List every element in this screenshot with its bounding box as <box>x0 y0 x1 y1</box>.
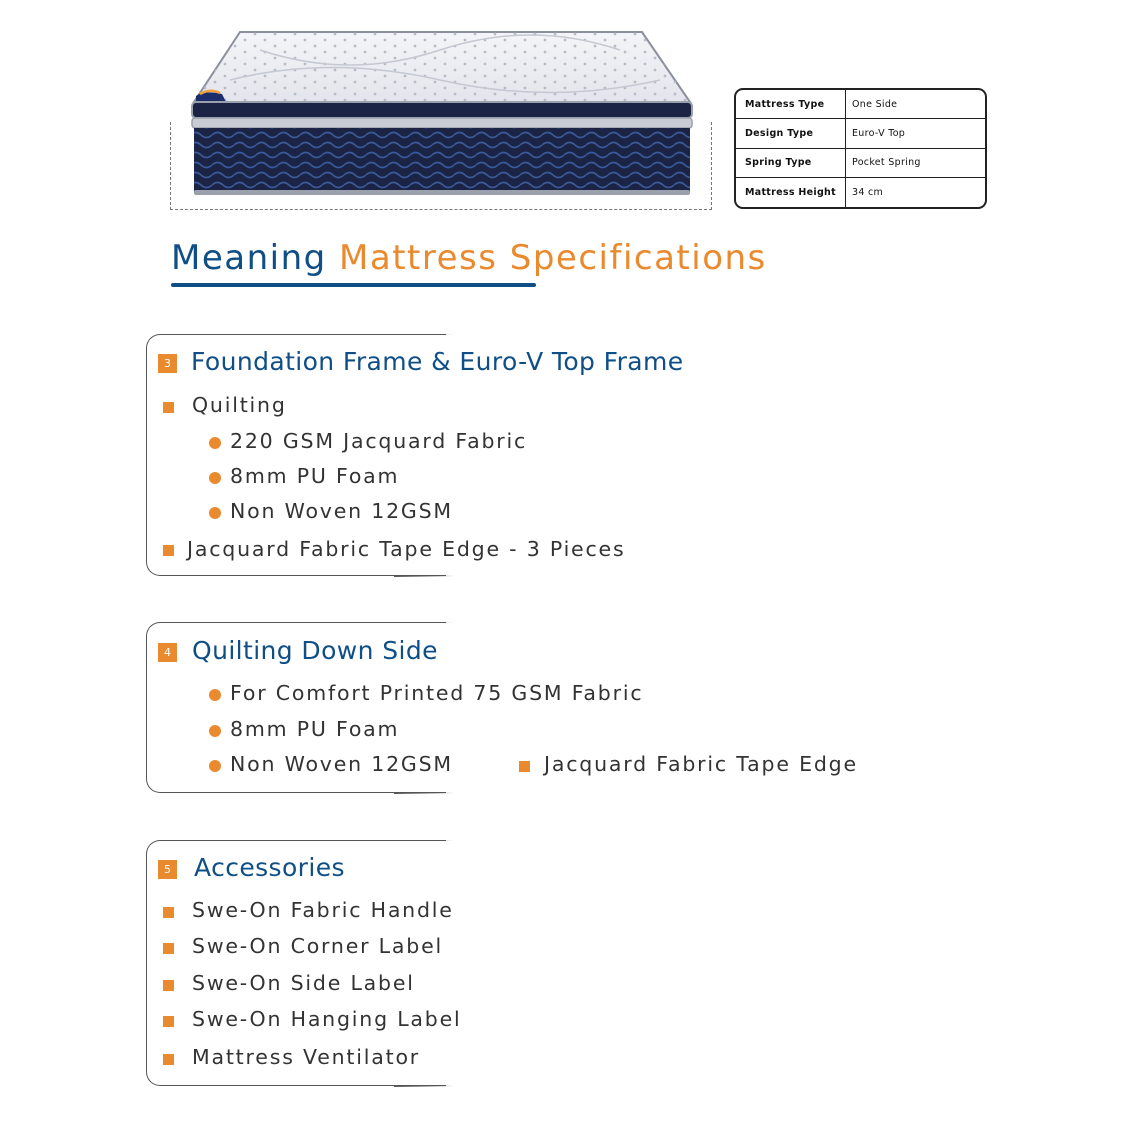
list-item: Swe-On Side Label <box>192 971 415 995</box>
square-bullet-icon <box>519 761 530 772</box>
list-item: 8mm PU Foam <box>230 464 400 488</box>
section-number-badge: 3 <box>158 354 177 373</box>
section-title: Quilting Down Side <box>192 636 438 665</box>
page-title-rest: Mattress Specifications <box>339 238 767 278</box>
square-bullet-icon <box>163 1054 174 1065</box>
section-number-badge: 5 <box>158 860 177 879</box>
list-item: Non Woven 12GSM <box>230 499 453 523</box>
list-item: Jacquard Fabric Tape Edge <box>544 752 858 776</box>
list-item: 8mm PU Foam <box>230 717 400 741</box>
page-title <box>171 238 767 278</box>
section-title: Accessories <box>194 853 345 882</box>
list-item: Swe-On Corner Label <box>192 934 443 958</box>
list-item: Swe-On Hanging Label <box>192 1007 462 1031</box>
list-item: For Comfort Printed 75 GSM Fabric <box>230 681 644 705</box>
mattress-image <box>170 30 712 212</box>
spec-value: Pocket Spring <box>852 157 921 169</box>
square-bullet-icon <box>163 907 174 918</box>
dot-bullet-icon <box>209 437 221 449</box>
spec-row-mattress-height <box>736 178 985 207</box>
section-title: Foundation Frame & Euro-V Top Frame <box>191 347 684 376</box>
square-bullet-icon <box>163 545 174 556</box>
spec-row-design-type <box>736 119 985 148</box>
mattress-illustration <box>190 30 700 200</box>
spec-value: Euro-V Top <box>852 127 906 139</box>
title-underline <box>171 283 536 287</box>
square-bullet-icon <box>163 1016 174 1027</box>
dot-bullet-icon <box>209 725 221 737</box>
dot-bullet-icon <box>209 507 221 519</box>
dot-bullet-icon <box>209 689 221 701</box>
list-item: Jacquard Fabric Tape Edge - 3 Pieces <box>187 537 626 561</box>
spec-key: Mattress Height <box>736 178 846 207</box>
square-bullet-icon <box>163 943 174 954</box>
spec-table <box>734 88 987 209</box>
list-item: Non Woven 12GSM <box>230 752 453 776</box>
list-item: Swe-On Fabric Handle <box>192 898 454 922</box>
section-number-badge: 4 <box>158 643 177 662</box>
spec-row-mattress-type <box>736 90 985 119</box>
spec-value: 34 cm <box>852 186 884 198</box>
spec-value: One Side <box>852 98 898 110</box>
spec-row-spring-type <box>736 149 985 178</box>
list-item: 220 GSM Jacquard Fabric <box>230 429 528 453</box>
spec-key: Mattress Type <box>736 90 846 118</box>
spec-key: Design Type <box>736 119 846 147</box>
square-bullet-icon <box>163 980 174 991</box>
page-title-brand: Meaning <box>171 238 327 278</box>
square-bullet-icon <box>163 402 174 413</box>
dot-bullet-icon <box>209 760 221 772</box>
dot-bullet-icon <box>209 472 221 484</box>
spec-key: Spring Type <box>736 149 846 177</box>
list-item: Mattress Ventilator <box>192 1045 421 1069</box>
list-item: Quilting <box>192 393 287 417</box>
